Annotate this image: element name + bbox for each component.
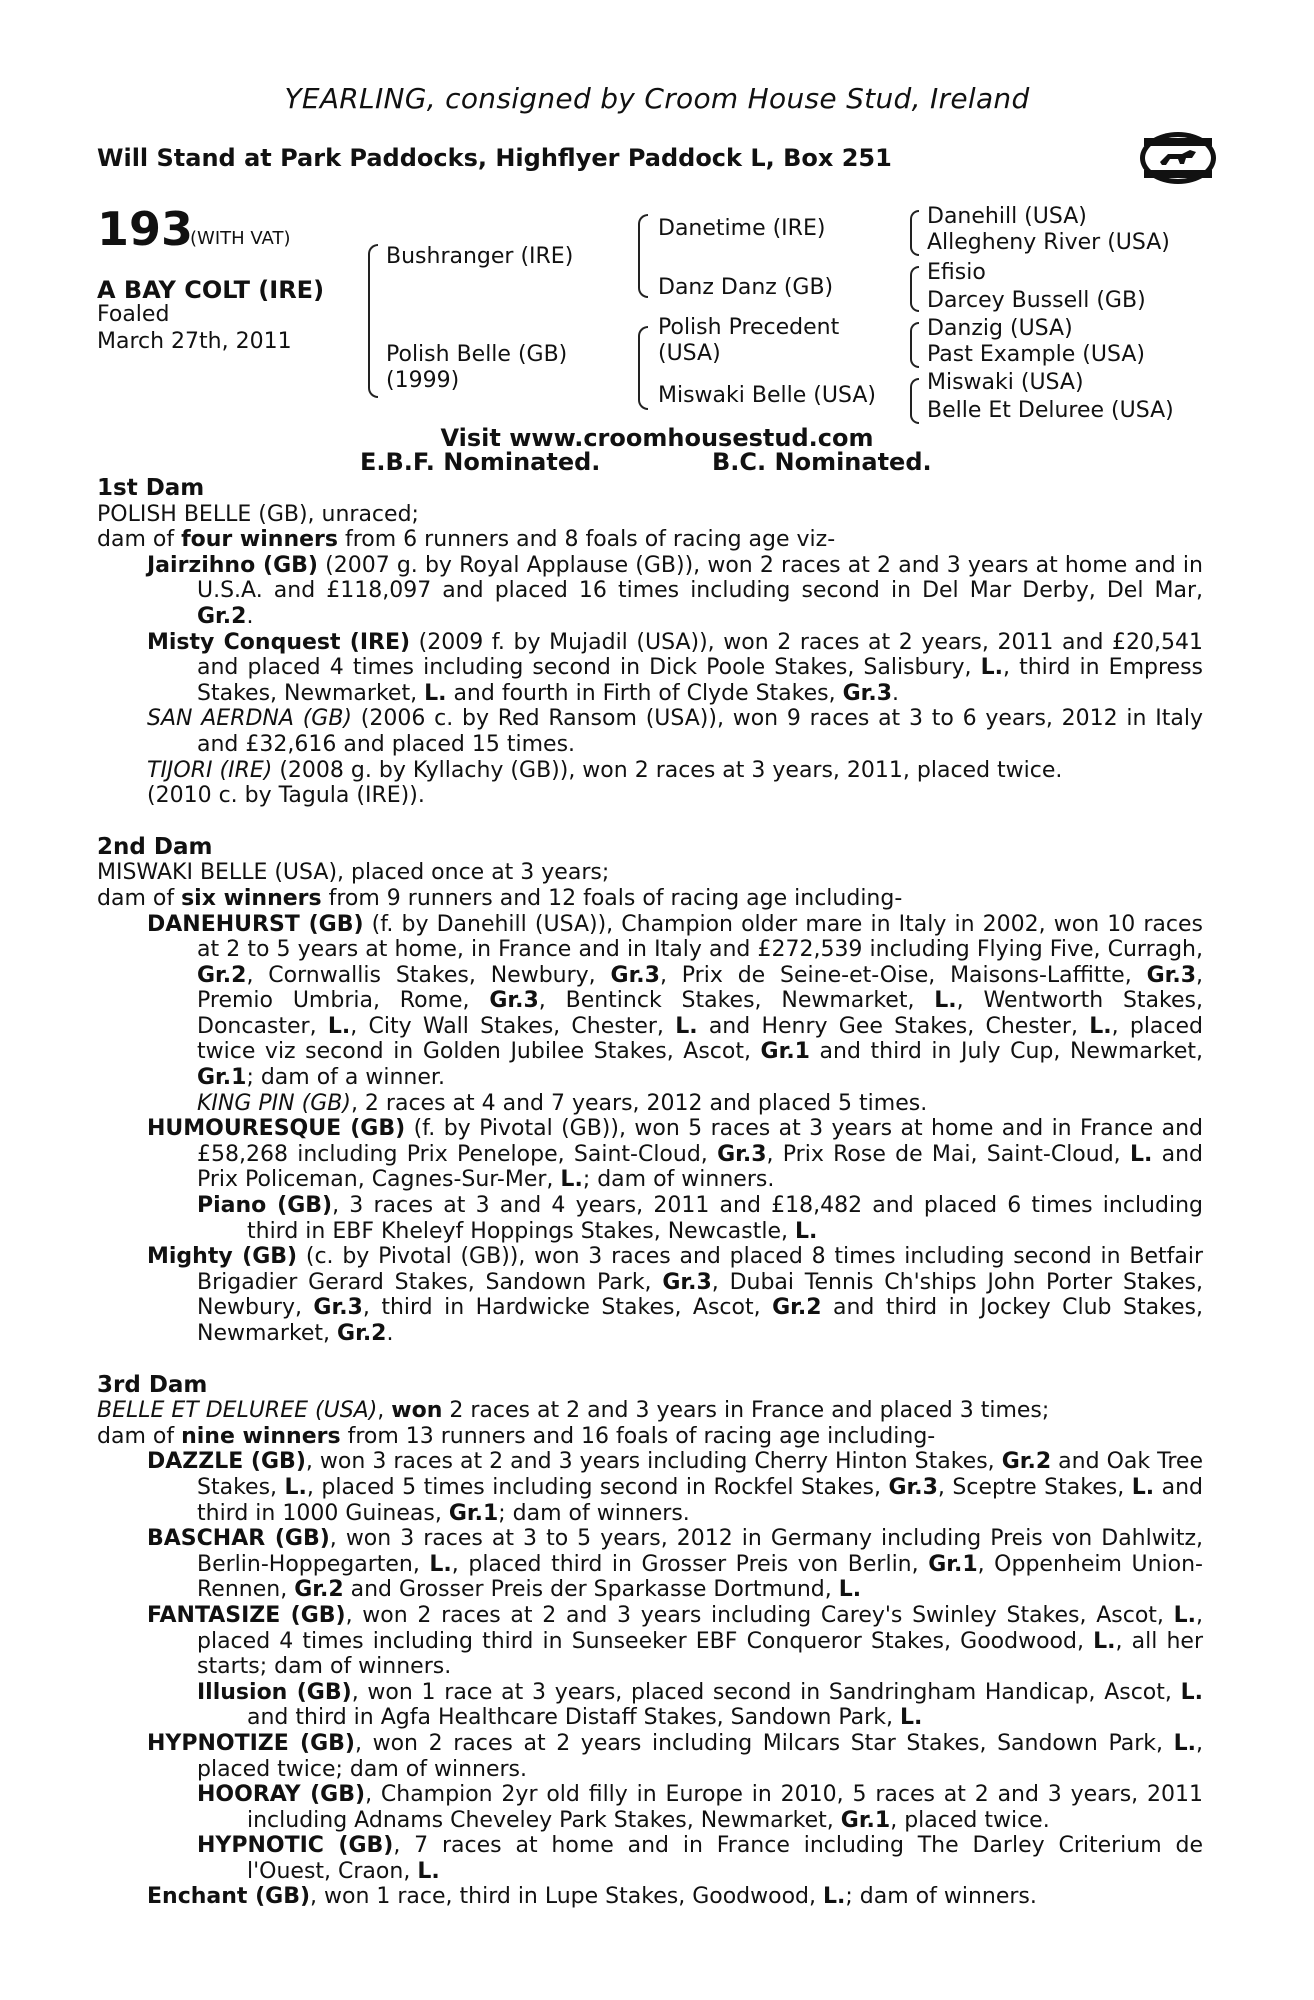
foaled-label: Foaled — [97, 302, 170, 327]
pedigree-dds: Miswaki (USA) — [927, 370, 1084, 395]
foaled-date: March 27th, 2011 — [97, 329, 292, 354]
progeny-entry: HYPNOTIZE (GB), won 2 races at 2 years including Milcars Star Stakes, Sandown Park, L., placed twice; dam of winners. — [147, 1730, 1203, 1782]
progeny-entry: Enchant (GB), won 1 race, third in Lupe Stakes, Goodwood, L.; dam of winners. — [147, 1884, 1037, 1910]
pedigree-dss: Danzig (USA) — [927, 316, 1073, 341]
section-gap — [97, 809, 1203, 835]
pedigree-sss: Danehill (USA) — [927, 204, 1087, 229]
progeny-entry: HOORAY (GB), Champion 2yr old filly in Europe in 2010, 5 races at 2 and 3 years, 2011 including Adnams Cheveley Park Stakes, Newmarket, Gr.1, placed twice. — [197, 1782, 1204, 1833]
progeny-entry: SAN AERDNA (GB) (2006 c. by Red Ransom (USA)), won 9 races at 3 to 6 years, 2012 in Italy and £32,616 and placed 15 times. — [147, 706, 1203, 757]
progeny-entry: Mighty (GB) (c. by Pivotal (GB)), won 3 races and placed 8 times including second in Betfair Brigadier Gerard Stakes, Sandown Park, Gr.3, Dubai Tennis Ch'ships John Porter Stakes, Newbury, Gr.3, third in Hardwicke Stakes, Ascot, Gr.2 and third in Jockey Club Stakes, Newmarket, Gr.2. — [147, 1244, 1203, 1346]
produce-record — [97, 476, 1203, 1910]
pedigree-sire-dam: Danz Danz (GB) — [658, 275, 834, 300]
stand-location: Will Stand at Park Paddocks, Highflyer Paddock L, Box 251 — [97, 144, 892, 172]
bc-nominated: B.C. Nominated. — [712, 448, 932, 476]
progeny-entry: HUMOURESQUE (GB) (f. by Pivotal (GB)), won 5 races at 3 years at home and in France and £58,268 including Prix Penelope, Saint-Cloud, Gr.3, Prix Rose de Mai, Saint-Cloud, L. and Prix Policeman, Cagnes-Sur-Mer, L.; dam of winners. — [147, 1116, 1204, 1193]
section-heading: 3rd Dam — [97, 1371, 208, 1398]
yearling-bonus-logo — [1138, 128, 1218, 188]
pedigree-dam-name: Polish Belle (GB) — [386, 342, 568, 367]
vat-note: (WITH VAT) — [190, 228, 291, 249]
progeny-entry: KING PIN (GB), 2 races at 4 and 7 years, 2012 and placed 5 times. — [197, 1090, 928, 1116]
brace-sd — [910, 266, 919, 312]
dam-line: BELLE ET DELUREE (USA), won 2 races at 2 and 3 years in France and placed 3 times; — [97, 1398, 1050, 1424]
foaled-info — [97, 301, 292, 355]
dam-line: POLISH BELLE (GB), unraced; — [97, 501, 419, 527]
progeny-entry: HYPNOTIC (GB), 7 races at home and in France including The Darley Criterium de l'Ouest, Craon, L. — [197, 1833, 1203, 1884]
brace-dd — [910, 378, 919, 424]
ebf-nominated: E.B.F. Nominated. — [360, 448, 601, 476]
brace-ss — [910, 210, 919, 256]
progeny-entry: Jairzihno (GB) (2007 g. by Royal Applause (GB)), won 2 races at 2 and 3 years at home and in U.S.A. and £118,097 and placed 16 times including second in Del Mar Derby, Del Mar, Gr.2. — [147, 552, 1203, 629]
pedigree-sire-sire: Danetime (IRE) — [658, 216, 826, 241]
dam-line: dam of nine winners from 13 runners and 16 foals of racing age including- — [97, 1423, 936, 1449]
progeny-entry: TIJORI (IRE) (2008 g. by Kyllachy (GB)), won 2 races at 3 years, 2011, placed twice. — [147, 757, 1063, 783]
section-gap — [97, 1347, 1203, 1373]
brace-sire — [638, 214, 648, 298]
lot-name: A BAY COLT (IRE) — [97, 276, 325, 304]
progeny-entry: (2010 c. by Tagula (IRE)). — [147, 783, 425, 809]
pedigree-ddd: Belle Et Deluree (USA) — [927, 398, 1174, 423]
progeny-entry: Misty Conquest (IRE) (2009 f. by Mujadil (USA)), won 2 races at 2 years, 2011 and £20,541 and placed 4 times including second in Dick Poole Stakes, Salisbury, L., third in Empress Stakes, Newmarket, L. and fourth in Firth of Clyde Stakes, Gr.3. — [147, 629, 1203, 706]
pedigree-sds: Efisio — [927, 260, 986, 285]
section-heading: 1st Dam — [97, 475, 205, 501]
pedigree-sdd: Darcey Bussell (GB) — [927, 288, 1146, 313]
pedigree-dam — [386, 342, 567, 394]
brace-dam — [638, 326, 648, 410]
section-heading: 2nd Dam — [97, 833, 213, 860]
pedigree-dam-sire-origin: (USA) — [658, 341, 721, 366]
progeny-entry: DAZZLE (GB), won 3 races at 2 and 3 years including Cherry Hinton Stakes, Gr.2 and Oak Tree Stakes, L., placed 5 times including second in Rockfel Stakes, Gr.3, Sceptre Stakes, L. and third in 1000 Guineas, Gr.1; dam of winners. — [147, 1449, 1204, 1526]
brace-gen1 — [368, 244, 378, 398]
pedigree-dam-sire — [658, 315, 839, 367]
brace-ds — [910, 322, 919, 368]
website-line: Visit www.croomhousestud.com — [440, 424, 874, 452]
pedigree-dam-dam: Miswaki Belle (USA) — [658, 383, 876, 408]
lot-number: 193 — [97, 202, 194, 256]
pedigree-dsd: Past Example (USA) — [927, 342, 1145, 367]
pedigree-dam-year: (1999) — [386, 368, 460, 393]
dam-line: dam of four winners from 6 runners and 8 foals of racing age viz- — [97, 527, 836, 553]
progeny-entry: BASCHAR (GB), won 3 races at 3 to 5 years, 2012 in Germany including Preis von Dahlwitz, Berlin-Hoppegarten, L., placed third in Grosser Preis von Berlin, Gr.1, Oppenheim Union-Rennen, Gr.2 and Grosser Preis der Sparkasse Dortmund, L. — [147, 1526, 1203, 1603]
pedigree-ssd: Allegheny River (USA) — [927, 230, 1170, 255]
progeny-entry: FANTASIZE (GB), won 2 races at 2 and 3 years including Carey's Swinley Stakes, Ascot, L., placed 4 times including third in Sunseeker EBF Conqueror Stakes, Goodwood, L., all her starts; dam of winners. — [147, 1602, 1203, 1680]
dam-line: MISWAKI BELLE (USA), placed once at 3 years; — [97, 860, 610, 886]
progeny-entry: DANEHURST (GB) (f. by Danehill (USA)), Champion older mare in Italy in 2002, won 10 races at 2 to 5 years at home, in France and in Italy and £272,539 including Flying Five, Curragh, Gr.2, Cornwallis Stakes, Newbury, Gr.3, Prix de Seine-et-Oise, Maisons-Laffitte, Gr.3, Premio Umbria, Rome, Gr.3, Bentinck Stakes, Newmarket, L., Wentworth Stakes, Doncaster, L., City Wall Stakes, Chester, L. and Henry Gee Stakes, Chester, L., placed twice viz second in Golden Jubilee Stakes, Ascot, Gr.1 and third in July Cup, Newmarket, Gr.1; dam of a winner. — [147, 911, 1204, 1091]
progeny-entry: Illusion (GB), won 1 race at 3 years, placed second in Sandringham Handicap, Ascot, L. and third in Agfa Healthcare Distaff Stakes, Sandown Park, L. — [197, 1679, 1204, 1731]
pedigree-dam-sire-name: Polish Precedent — [658, 315, 840, 340]
pedigree-sire: Bushranger (IRE) — [386, 244, 574, 269]
dam-line: dam of six winners from 9 runners and 12 foals of racing age including- — [97, 885, 903, 911]
page-title: YEARLING, consigned by Croom House Stud, Ireland — [284, 82, 1030, 115]
progeny-entry: Piano (GB), 3 races at 3 and 4 years, 2011 and £18,482 and placed 6 times including third in EBF Kheleyf Hoppings Stakes, Newcastle, L. — [197, 1193, 1203, 1244]
